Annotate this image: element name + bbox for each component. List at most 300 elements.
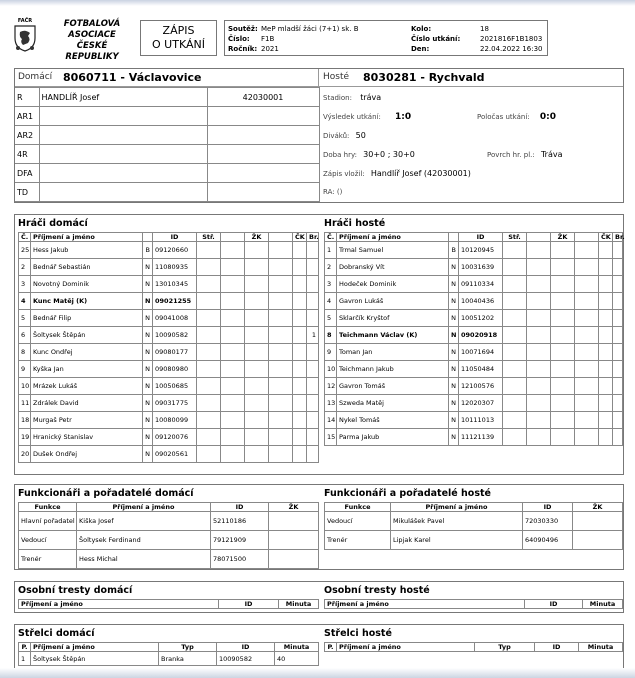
func-away-table bbox=[324, 502, 623, 550]
player-event-cell bbox=[245, 293, 269, 310]
player-flag: N bbox=[449, 293, 459, 310]
org-line-1: FOTBALOVÁ bbox=[63, 19, 121, 29]
player-event-cell bbox=[575, 259, 599, 276]
polocas-label: Poločas utkání: bbox=[477, 113, 530, 121]
player-event-cell bbox=[197, 259, 221, 276]
player-event-cell bbox=[221, 361, 245, 378]
player-row bbox=[325, 327, 623, 344]
tresty-away-col-min: Minuta bbox=[583, 600, 623, 609]
player-event-cell bbox=[197, 310, 221, 327]
player-goals bbox=[613, 361, 623, 378]
player-name: Novotný Dominik bbox=[31, 276, 143, 293]
zapis-label: Zápis vložil: bbox=[323, 170, 365, 178]
scorer-name: Šoltysek Štěpán bbox=[31, 652, 159, 666]
doba-label: Doba hry: bbox=[323, 151, 357, 159]
player-id: 11121139 bbox=[459, 429, 503, 446]
player-name: Bednář Filip bbox=[31, 310, 143, 327]
player-number: 2 bbox=[325, 259, 337, 276]
doc-title-line-2: O UTKÁNÍ bbox=[152, 38, 205, 51]
player-event-cell bbox=[551, 242, 575, 259]
player-goals bbox=[613, 242, 623, 259]
logo-text: FAČR bbox=[17, 18, 33, 24]
func-col-header: Funkce bbox=[19, 503, 77, 512]
scorer-col-header: Minuta bbox=[275, 643, 319, 652]
player-col-header: Č. bbox=[325, 233, 337, 242]
player-goals bbox=[613, 395, 623, 412]
official-name bbox=[39, 126, 207, 145]
player-event-cell bbox=[197, 327, 221, 344]
player-event-cell bbox=[551, 378, 575, 395]
player-number: 3 bbox=[325, 276, 337, 293]
player-flag: N bbox=[449, 378, 459, 395]
player-col-header: ČK bbox=[599, 233, 613, 242]
player-number: 3 bbox=[19, 276, 31, 293]
player-flag: N bbox=[449, 259, 459, 276]
player-red-card-cell bbox=[599, 429, 613, 446]
player-row bbox=[325, 395, 623, 412]
player-name: Toman Jan bbox=[337, 344, 449, 361]
player-event-cell bbox=[197, 276, 221, 293]
player-flag: N bbox=[449, 429, 459, 446]
player-event-cell bbox=[527, 327, 551, 344]
player-col-header bbox=[575, 233, 599, 242]
home-team-name: 8060711 - Václavovice bbox=[63, 71, 202, 84]
scorer-col-header: Minuta bbox=[579, 643, 623, 652]
player-flag: N bbox=[143, 259, 153, 276]
divaku-row bbox=[323, 131, 366, 140]
away-team-row bbox=[319, 69, 623, 87]
player-number: 15 bbox=[325, 429, 337, 446]
player-event-cell bbox=[527, 242, 551, 259]
scorer-col-header: Příjmení a jméno bbox=[31, 643, 159, 652]
player-event-cell bbox=[221, 259, 245, 276]
scorer-order: 1 bbox=[19, 652, 31, 666]
player-event-cell bbox=[575, 327, 599, 344]
player-row bbox=[325, 242, 623, 259]
func-name: Lipjak Karel bbox=[391, 531, 523, 550]
player-red-card-cell bbox=[599, 310, 613, 327]
func-role: Vedoucí bbox=[19, 531, 77, 550]
org-line-2: ASOCIACE ČESKÉ bbox=[68, 30, 116, 51]
player-flag: B bbox=[449, 242, 459, 259]
cislo-label: Číslo: bbox=[228, 35, 250, 43]
player-flag: N bbox=[143, 446, 153, 463]
player-goals bbox=[613, 327, 623, 344]
player-flag: N bbox=[143, 327, 153, 344]
lion-shield-icon bbox=[12, 24, 38, 52]
povrch-row bbox=[487, 150, 563, 159]
player-row bbox=[19, 327, 319, 344]
player-event-cell bbox=[197, 242, 221, 259]
player-col-header: Příjmení a jméno bbox=[31, 233, 143, 242]
player-number: 10 bbox=[325, 361, 337, 378]
func-home-table bbox=[18, 502, 319, 569]
home-team-row bbox=[15, 69, 319, 87]
func-row bbox=[19, 550, 319, 569]
func-name: Mikulášek Pavel bbox=[391, 512, 523, 531]
official-name: HANDLÍŘ Josef bbox=[39, 88, 207, 107]
player-number: 20 bbox=[19, 446, 31, 463]
player-goals bbox=[307, 242, 319, 259]
official-role: DFA bbox=[15, 164, 39, 183]
zapis-value: Handlíř Josef (42030001) bbox=[370, 169, 471, 178]
player-event-cell bbox=[575, 293, 599, 310]
func-id: 79121909 bbox=[211, 531, 269, 550]
away-team-name: 8030281 - Rychvald bbox=[363, 71, 485, 84]
kolo-value: 18 bbox=[480, 25, 489, 33]
player-row bbox=[19, 293, 319, 310]
org-line-3: REPUBLIKY bbox=[65, 52, 119, 62]
player-number: 6 bbox=[19, 327, 31, 344]
func-yellow-cell bbox=[269, 512, 319, 531]
player-event-cell bbox=[527, 361, 551, 378]
official-id bbox=[207, 107, 319, 126]
player-id: 10050685 bbox=[153, 378, 197, 395]
player-red-card-cell bbox=[293, 242, 307, 259]
player-id: 09110334 bbox=[459, 276, 503, 293]
player-id: 09041008 bbox=[153, 310, 197, 327]
player-id: 12100576 bbox=[459, 378, 503, 395]
func-yellow-cell bbox=[269, 531, 319, 550]
scorer-col-header: P. bbox=[325, 643, 337, 652]
player-goals bbox=[613, 310, 623, 327]
scorer-row bbox=[19, 652, 319, 666]
player-event-cell bbox=[269, 378, 293, 395]
soutez-value: MeP mladší žáci (7+1) sk. B bbox=[261, 25, 359, 33]
func-row bbox=[19, 512, 319, 531]
tresty-home-title: Osobní tresty domácí bbox=[18, 585, 133, 596]
player-col-header: ID bbox=[459, 233, 503, 242]
player-event-cell bbox=[197, 361, 221, 378]
home-label: Domácí bbox=[18, 72, 53, 82]
official-id bbox=[207, 145, 319, 164]
player-flag: N bbox=[449, 276, 459, 293]
player-red-card-cell bbox=[599, 395, 613, 412]
den-label: Den: bbox=[411, 45, 430, 53]
halftime-row bbox=[477, 112, 556, 122]
player-event-cell bbox=[503, 276, 527, 293]
ra-value: () bbox=[336, 188, 343, 196]
player-number: 12 bbox=[325, 378, 337, 395]
player-red-card-cell bbox=[293, 310, 307, 327]
player-name: Hranický Stanislav bbox=[31, 429, 143, 446]
polocas-value: 0:0 bbox=[539, 112, 556, 122]
official-id bbox=[207, 164, 319, 183]
player-event-cell bbox=[269, 242, 293, 259]
player-flag: N bbox=[449, 412, 459, 429]
player-event-cell bbox=[551, 429, 575, 446]
vysledek-label: Výsledek utkání: bbox=[323, 113, 381, 121]
official-row bbox=[15, 145, 319, 164]
player-event-cell bbox=[269, 429, 293, 446]
player-row bbox=[325, 361, 623, 378]
povrch-label: Povrch hr. pl.: bbox=[487, 151, 535, 159]
player-name: Teichmann Václav (K) bbox=[337, 327, 449, 344]
player-event-cell bbox=[221, 242, 245, 259]
divaku-value: 50 bbox=[355, 131, 366, 140]
strelci-home-title: Střelci domácí bbox=[18, 628, 95, 639]
player-number: 9 bbox=[325, 344, 337, 361]
player-row bbox=[19, 446, 319, 463]
player-name: Kunc Matěj (K) bbox=[31, 293, 143, 310]
player-row bbox=[325, 344, 623, 361]
player-event-cell bbox=[221, 395, 245, 412]
player-name: Kyška Jan bbox=[31, 361, 143, 378]
player-flag: N bbox=[143, 293, 153, 310]
officials-table bbox=[15, 87, 320, 202]
player-event-cell bbox=[245, 395, 269, 412]
func-yellow-cell bbox=[269, 550, 319, 569]
func-row bbox=[325, 512, 623, 531]
players-away-table bbox=[324, 232, 623, 446]
player-col-header bbox=[143, 233, 153, 242]
player-red-card-cell bbox=[599, 378, 613, 395]
player-event-cell bbox=[503, 259, 527, 276]
cislo-utkani-label: Číslo utkání: bbox=[411, 35, 461, 43]
player-row bbox=[19, 344, 319, 361]
player-name: Hess Jakub bbox=[31, 242, 143, 259]
player-col-header: Stř. bbox=[197, 233, 221, 242]
player-red-card-cell bbox=[599, 276, 613, 293]
official-role: TD bbox=[15, 183, 39, 202]
player-event-cell bbox=[221, 293, 245, 310]
player-event-cell bbox=[527, 429, 551, 446]
player-event-cell bbox=[527, 378, 551, 395]
player-name: Dobranský Vít bbox=[337, 259, 449, 276]
player-col-header bbox=[449, 233, 459, 242]
player-event-cell bbox=[551, 412, 575, 429]
player-number: 9 bbox=[19, 361, 31, 378]
player-event-cell bbox=[221, 327, 245, 344]
player-col-header: ŽK bbox=[551, 233, 575, 242]
player-goals bbox=[307, 293, 319, 310]
player-row bbox=[19, 412, 319, 429]
player-event-cell bbox=[269, 327, 293, 344]
player-red-card-cell bbox=[293, 344, 307, 361]
official-role: R bbox=[15, 88, 39, 107]
player-name: Šoltysek Štěpán bbox=[31, 327, 143, 344]
doba-row bbox=[323, 150, 415, 159]
tresty-away-title: Osobní tresty hosté bbox=[324, 585, 430, 596]
official-role: AR2 bbox=[15, 126, 39, 145]
player-id: 13010345 bbox=[153, 276, 197, 293]
player-name: Bednář Sebastián bbox=[31, 259, 143, 276]
player-number: 11 bbox=[19, 395, 31, 412]
player-event-cell bbox=[245, 412, 269, 429]
players-section bbox=[14, 214, 624, 475]
player-event-cell bbox=[197, 395, 221, 412]
player-event-cell bbox=[197, 429, 221, 446]
player-row bbox=[19, 242, 319, 259]
player-goals bbox=[613, 293, 623, 310]
player-row bbox=[19, 378, 319, 395]
strelci-away-title: Střelci hosté bbox=[324, 628, 392, 639]
official-id bbox=[207, 183, 319, 202]
player-red-card-cell bbox=[599, 259, 613, 276]
player-event-cell bbox=[575, 361, 599, 378]
player-row bbox=[325, 259, 623, 276]
player-event-cell bbox=[551, 361, 575, 378]
player-event-cell bbox=[197, 446, 221, 463]
player-event-cell bbox=[527, 259, 551, 276]
player-row bbox=[325, 310, 623, 327]
player-goals bbox=[613, 412, 623, 429]
player-goals bbox=[613, 378, 623, 395]
rocnik-value: 2021 bbox=[261, 45, 279, 53]
player-red-card-cell bbox=[599, 242, 613, 259]
player-event-cell bbox=[575, 242, 599, 259]
bottom-shade bbox=[0, 668, 635, 678]
player-event-cell bbox=[551, 293, 575, 310]
scorer-col-header: Typ bbox=[475, 643, 535, 652]
player-event-cell bbox=[221, 429, 245, 446]
func-home-title: Funkcionáři a pořadatelé domácí bbox=[18, 488, 194, 499]
player-id: 10051202 bbox=[459, 310, 503, 327]
scorer-minute: 40 bbox=[275, 652, 319, 666]
player-event-cell bbox=[269, 361, 293, 378]
tresty-away-table bbox=[324, 599, 623, 609]
player-row bbox=[325, 412, 623, 429]
player-number: 8 bbox=[19, 344, 31, 361]
player-goals: 1 bbox=[307, 327, 319, 344]
player-flag: N bbox=[143, 378, 153, 395]
func-row bbox=[325, 531, 623, 550]
den-value: 22.04.2022 16:30 bbox=[480, 45, 543, 53]
player-event-cell bbox=[503, 327, 527, 344]
player-event-cell bbox=[527, 310, 551, 327]
player-red-card-cell bbox=[599, 412, 613, 429]
player-name: Trmal Samuel bbox=[337, 242, 449, 259]
strelci-home-table bbox=[18, 642, 319, 666]
player-goals bbox=[613, 429, 623, 446]
player-event-cell bbox=[269, 344, 293, 361]
doc-title-box bbox=[140, 20, 217, 56]
player-id: 09031775 bbox=[153, 395, 197, 412]
ra-row bbox=[323, 188, 342, 196]
player-number: 19 bbox=[19, 429, 31, 446]
player-id: 10080099 bbox=[153, 412, 197, 429]
func-role: Vedoucí bbox=[325, 512, 391, 531]
func-away-title: Funkcionáři a pořadatelé hosté bbox=[324, 488, 491, 499]
player-name: Nykel Tomáš bbox=[337, 412, 449, 429]
tresty-home-col-name: Příjmení a jméno bbox=[19, 600, 219, 609]
player-event-cell bbox=[527, 276, 551, 293]
player-event-cell bbox=[269, 276, 293, 293]
players-home-table bbox=[18, 232, 319, 463]
func-row bbox=[19, 531, 319, 550]
player-name: Sklarčík Kryštof bbox=[337, 310, 449, 327]
player-event-cell bbox=[527, 344, 551, 361]
player-event-cell bbox=[575, 412, 599, 429]
result-row bbox=[323, 112, 411, 122]
away-label: Hosté bbox=[323, 72, 350, 82]
player-col-header bbox=[527, 233, 551, 242]
soutez-label: Soutěž: bbox=[228, 25, 258, 33]
player-event-cell bbox=[527, 395, 551, 412]
scorer-col-header: ID bbox=[535, 643, 579, 652]
player-event-cell bbox=[269, 293, 293, 310]
player-flag: N bbox=[143, 429, 153, 446]
player-event-cell bbox=[197, 412, 221, 429]
kolo-label: Kolo: bbox=[411, 25, 432, 33]
official-name bbox=[39, 107, 207, 126]
player-goals bbox=[307, 412, 319, 429]
player-number: 13 bbox=[325, 395, 337, 412]
player-col-header: Příjmení a jméno bbox=[337, 233, 449, 242]
doc-title-line-1: ZÁPIS bbox=[162, 24, 195, 37]
player-event-cell bbox=[503, 429, 527, 446]
player-event-cell bbox=[245, 344, 269, 361]
player-row bbox=[19, 395, 319, 412]
ra-label: RA: bbox=[323, 188, 335, 196]
player-red-card-cell bbox=[293, 293, 307, 310]
func-yellow-cell bbox=[573, 531, 623, 550]
player-event-cell bbox=[527, 293, 551, 310]
player-red-card-cell bbox=[599, 361, 613, 378]
player-goals bbox=[307, 310, 319, 327]
org-name bbox=[52, 19, 132, 63]
player-row bbox=[19, 259, 319, 276]
player-col-header bbox=[221, 233, 245, 242]
player-event-cell bbox=[197, 293, 221, 310]
player-number: 5 bbox=[325, 310, 337, 327]
stadion-row bbox=[323, 93, 381, 102]
player-name: Gavron Tomáš bbox=[337, 378, 449, 395]
player-number: 25 bbox=[19, 242, 31, 259]
player-goals bbox=[307, 259, 319, 276]
player-red-card-cell bbox=[293, 361, 307, 378]
official-row bbox=[15, 183, 319, 202]
player-goals bbox=[307, 344, 319, 361]
tresty-away-col-name: Příjmení a jméno bbox=[325, 600, 525, 609]
strelci-away-table bbox=[324, 642, 623, 652]
player-number: 10 bbox=[19, 378, 31, 395]
official-row bbox=[15, 107, 319, 126]
player-row bbox=[19, 310, 319, 327]
player-event-cell bbox=[575, 378, 599, 395]
player-event-cell bbox=[245, 429, 269, 446]
player-red-card-cell bbox=[293, 412, 307, 429]
player-event-cell bbox=[551, 395, 575, 412]
player-goals bbox=[613, 344, 623, 361]
player-event-cell bbox=[575, 310, 599, 327]
player-red-card-cell bbox=[599, 293, 613, 310]
player-event-cell bbox=[221, 412, 245, 429]
player-flag: N bbox=[143, 395, 153, 412]
player-id: 10040436 bbox=[459, 293, 503, 310]
player-name: Zdrálek David bbox=[31, 395, 143, 412]
player-goals bbox=[307, 446, 319, 463]
func-col-header: ID bbox=[211, 503, 269, 512]
player-id: 09120076 bbox=[153, 429, 197, 446]
player-event-cell bbox=[245, 327, 269, 344]
player-goals bbox=[307, 429, 319, 446]
player-id: 10090582 bbox=[153, 327, 197, 344]
func-col-header: ŽK bbox=[269, 503, 319, 512]
player-id: 10071694 bbox=[459, 344, 503, 361]
player-col-header: Br. bbox=[613, 233, 623, 242]
match-facts bbox=[319, 87, 623, 202]
func-name: Kiška Josef bbox=[77, 512, 211, 531]
player-event-cell bbox=[245, 242, 269, 259]
player-id: 09080177 bbox=[153, 344, 197, 361]
player-event-cell bbox=[503, 361, 527, 378]
player-flag: N bbox=[449, 310, 459, 327]
player-red-card-cell bbox=[599, 327, 613, 344]
player-col-header: ČK bbox=[293, 233, 307, 242]
player-flag: N bbox=[449, 361, 459, 378]
player-row bbox=[325, 293, 623, 310]
